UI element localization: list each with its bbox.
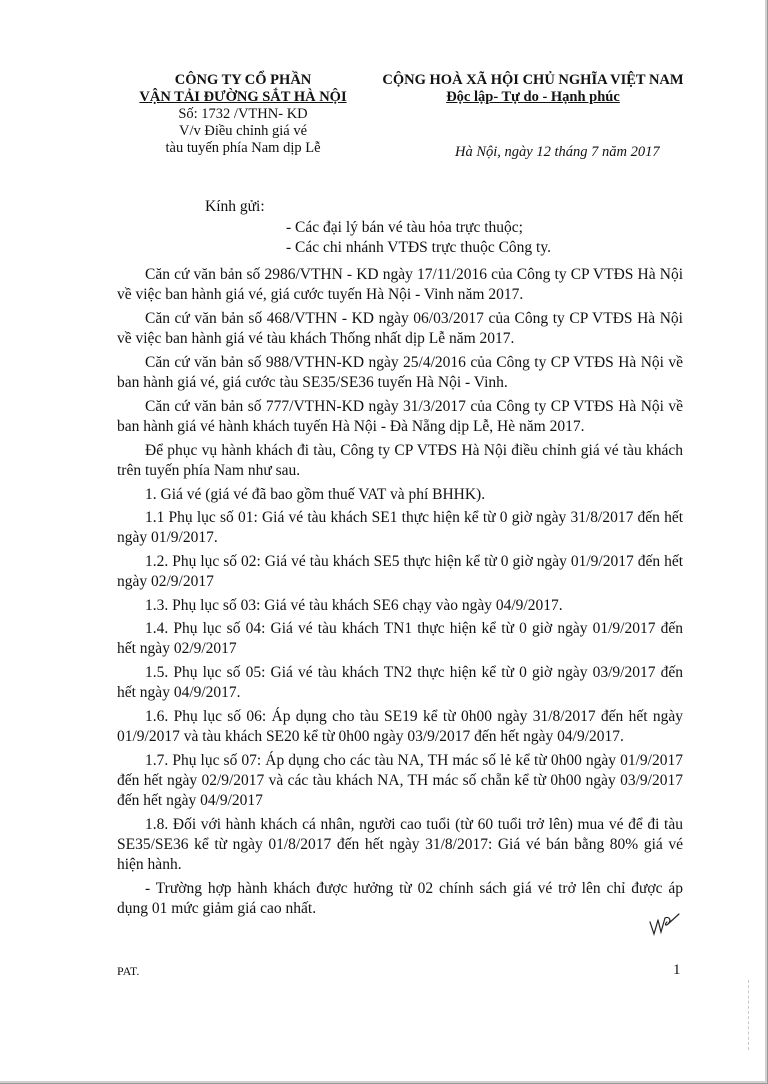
body-paragraph: Căn cứ văn bản số 777/VTHN-KD ngày 31/3/2017 của Công ty CP VTĐS Hà Nội về ban hành giá vé hành khách tuyến Hà Nội - Đà Nẵng dịp Lễ, Hè năm 2017. — [117, 398, 683, 435]
footer-initials: PAT. — [117, 964, 140, 978]
section-heading: 1. Giá vé (giá vé đã bao gồm thuế VAT và phí BHHK). — [145, 486, 486, 503]
body-paragraph: 1.8. Đối với hành khách cá nhân, người cao tuổi (từ 60 tuổi trở lên) mua vé để đi tàu SE35/SE36 kể từ ngày 01/8/2017 đến hết ngày 31/8/2017: Giá vé bán bằng 80% giá vé hiện hành. — [117, 816, 683, 873]
document-body — [117, 265, 683, 923]
document-number: Số: 1732 /VTHN- KD — [178, 106, 308, 122]
body-paragraph: Để phục vụ hành khách đi tàu, Công ty CP VTĐS Hà Nội điều chỉnh giá vé tàu khách trên tuyến phía Nam như sau. — [117, 442, 683, 479]
national-motto: Độc lập- Tự do - Hạnh phúc — [446, 89, 620, 105]
body-paragraph: 1.2. Phụ lục số 02: Giá vé tàu khách SE5 thực hiện kể từ 0 giờ ngày 01/9/2017 đến hết ngày 02/9/2017 — [117, 553, 683, 590]
greeting: Kính gửi: — [205, 198, 265, 215]
recipient-item: - Các đại lý bán vé tàu hỏa trực thuộc; — [286, 219, 523, 236]
company-name-line1: CÔNG TY CỔ PHẦN — [174, 72, 312, 88]
subject-line2: tàu tuyến phía Nam dịp Lễ — [165, 140, 321, 156]
recipient-item: - Các chi nhánh VTĐS trực thuộc Công ty. — [286, 239, 551, 256]
body-paragraph: 1.4. Phụ lục số 04: Giá vé tàu khách TN1 thực hiện kể từ 0 giờ ngày 01/9/2017 đến hết ngày 02/9/2017 — [117, 620, 683, 657]
body-paragraph: 1.6. Phụ lục số 06: Áp dụng cho tàu SE19 kể từ 0h00 ngày 31/8/2017 đến hết ngày 01/9/2017 và tàu khách SE20 kể từ 0h00 ngày 03/9/2017 đến hết ngày 04/9/2017. — [117, 708, 683, 745]
recipients-list — [286, 218, 551, 258]
company-name-line2: VẬN TẢI ĐƯỜNG SẮT HÀ NỘI — [139, 89, 347, 105]
body-paragraph: - Trường hợp hành khách được hưởng từ 02 chính sách giá vé trở lên chỉ được áp dụng 01 mức giảm giá cao nhất. — [117, 880, 683, 917]
header-right — [378, 72, 688, 106]
scan-edge-mark — [748, 980, 751, 1050]
document-date: Hà Nội, ngày 12 tháng 7 năm 2017 — [455, 144, 660, 160]
body-paragraph: 1.1 Phụ lục số 01: Giá vé tàu khách SE1 thực hiện kể từ 0 giờ ngày 31/8/2017 đến hết ngày 01/9/2017. — [117, 509, 683, 546]
body-paragraph: 1.3. Phụ lục số 03: Giá vé tàu khách SE6 chạy vào ngày 04/9/2017. — [145, 597, 563, 614]
body-paragraph: Căn cứ văn bản số 2986/VTHN - KD ngày 17/11/2016 của Công ty CP VTĐS Hà Nội về việc ban hành giá vé, giá cước tuyến Hà Nội - Vinh năm 2017. — [117, 266, 683, 303]
page-number: 1 — [673, 962, 681, 978]
subject-line1: V/v Điều chỉnh giá vé — [178, 123, 308, 139]
header-left — [128, 72, 358, 157]
body-paragraph: 1.5. Phụ lục số 05: Giá vé tàu khách TN2 thực hiện kể từ 0 giờ ngày 03/9/2017 đến hết ngày 04/9/2017. — [117, 664, 683, 701]
body-paragraph: 1.7. Phụ lục số 07: Áp dụng cho các tàu NA, TH mác số lẻ kể từ 0h00 ngày 01/9/2017 đến hết ngày 02/9/2017 và các tàu khách NA, TH mác số chẵn kể từ 0h00 ngày 03/9/2017 đến hết ngày 04/9/2017 — [117, 752, 683, 809]
body-paragraph: Căn cứ văn bản số 988/VTHN-KD ngày 25/4/2016 của Công ty CP VTĐS Hà Nội về ban hành giá vé, giá cước tàu SE35/SE36 tuyến Hà Nội - Vinh. — [117, 354, 683, 391]
national-title: CỘNG HOÀ XÃ HỘI CHỦ NGHĨA VIỆT NAM — [382, 72, 684, 88]
body-paragraph: Căn cứ văn bản số 468/VTHN - KD ngày 06/03/2017 của Công ty CP VTĐS Hà Nội về việc ban hành giá vé tàu khách Thống nhất dịp Lễ năm 2017. — [117, 310, 683, 347]
initials-signature — [648, 912, 682, 938]
